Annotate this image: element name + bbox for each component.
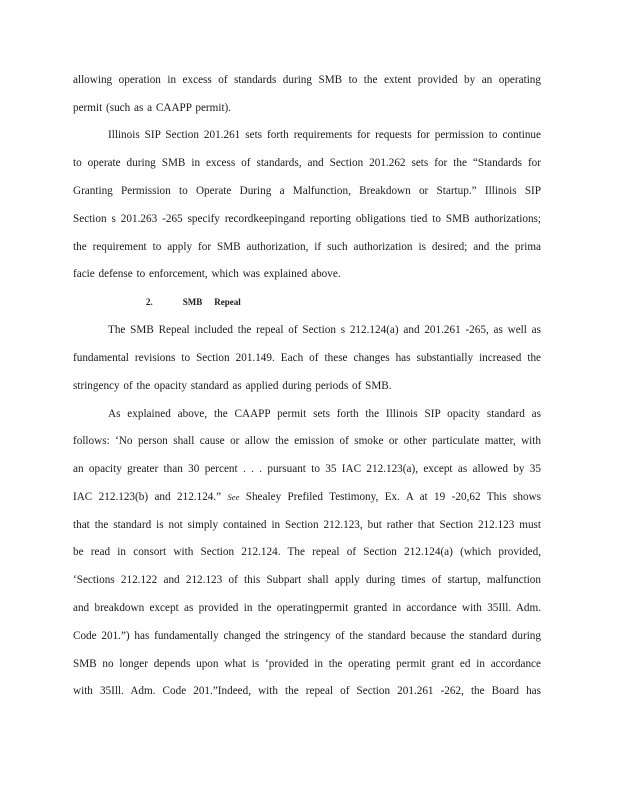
text-line: stringency of the opacity standard as applied during periods of SMB. xyxy=(73,380,392,392)
text-line: and breakdown except as provided in the operatingpermit granted in accordance with 35Ill. Adm. xyxy=(73,602,541,614)
citation-signal: See xyxy=(227,492,240,502)
text-line: fundamental revisions to Section 201.149. Each of these changes has substantially increased the xyxy=(73,352,541,364)
section-title-word: Repeal xyxy=(214,297,241,307)
text-line xyxy=(73,489,541,505)
text-line: the requirement to apply for SMB authorization, if such authorization is desired; and the prima xyxy=(73,241,541,253)
text-line: Code 201.”) has fundamentally changed the stringency of the standard because the standard during xyxy=(73,630,541,642)
text-line: ‘Sections 212.122 and 212.123 of this Subpart shall apply during times of startup, malfunction xyxy=(73,574,541,586)
text-line: with 35Ill. Adm. Code 201.”Indeed, with the repeal of Section 201.261 -262, the Board has xyxy=(73,685,541,697)
text-segment: Shealey Prefiled Testimony, Ex. A at 19 -20,62 This shows xyxy=(239,491,541,503)
text-line: follows: ‘No person shall cause or allow the emission of smoke or other particulate matter, with xyxy=(73,435,541,447)
section-number: 2. xyxy=(146,297,153,307)
text-line: SMB no longer depends upon what is ‘provided in the operating permit grant ed in accordance xyxy=(73,658,541,670)
text-line: The SMB Repeal included the repeal of Section s 212.124(a) and 201.261 -265, as well as xyxy=(108,324,541,336)
text-line: to operate during SMB in excess of standards, and Section 201.262 sets for the “Standards for xyxy=(73,157,541,169)
text-line: facie defense to enforcement, which was explained above. xyxy=(73,268,341,280)
text-line: Section s 201.263 -265 specify recordkeepingand reporting obligations tied to SMB authorizations; xyxy=(73,213,541,225)
text-line: Granting Permission to Operate During a Malfunction, Breakdown or Startup.” Illinois SIP xyxy=(73,185,541,197)
text-line: Illinois SIP Section 201.261 sets forth requirements for requests for permission to continue xyxy=(108,129,541,141)
text-line: As explained above, the CAAPP permit sets forth the Illinois SIP opacity standard as xyxy=(108,408,541,420)
section-title-word: SMB xyxy=(182,297,203,307)
text-line: that the standard is not simply contained in Section 212.123, but rather that Section 212.123 must xyxy=(73,519,541,531)
text-line: permit (such as a CAAPP permit). xyxy=(73,102,232,114)
text-line: an opacity greater than 30 percent . . . pursuant to 35 IAC 212.123(a), except as allowed by 35 xyxy=(73,463,541,475)
text-segment: IAC 212.123(b) and 212.124.” xyxy=(73,491,228,503)
text-line: allowing operation in excess of standards during SMB to the extent provided by an operating xyxy=(73,74,541,86)
section-heading xyxy=(146,294,241,310)
text-line: be read in consort with Section 212.124. The repeal of Section 212.124(a) (which provided, xyxy=(73,546,541,558)
